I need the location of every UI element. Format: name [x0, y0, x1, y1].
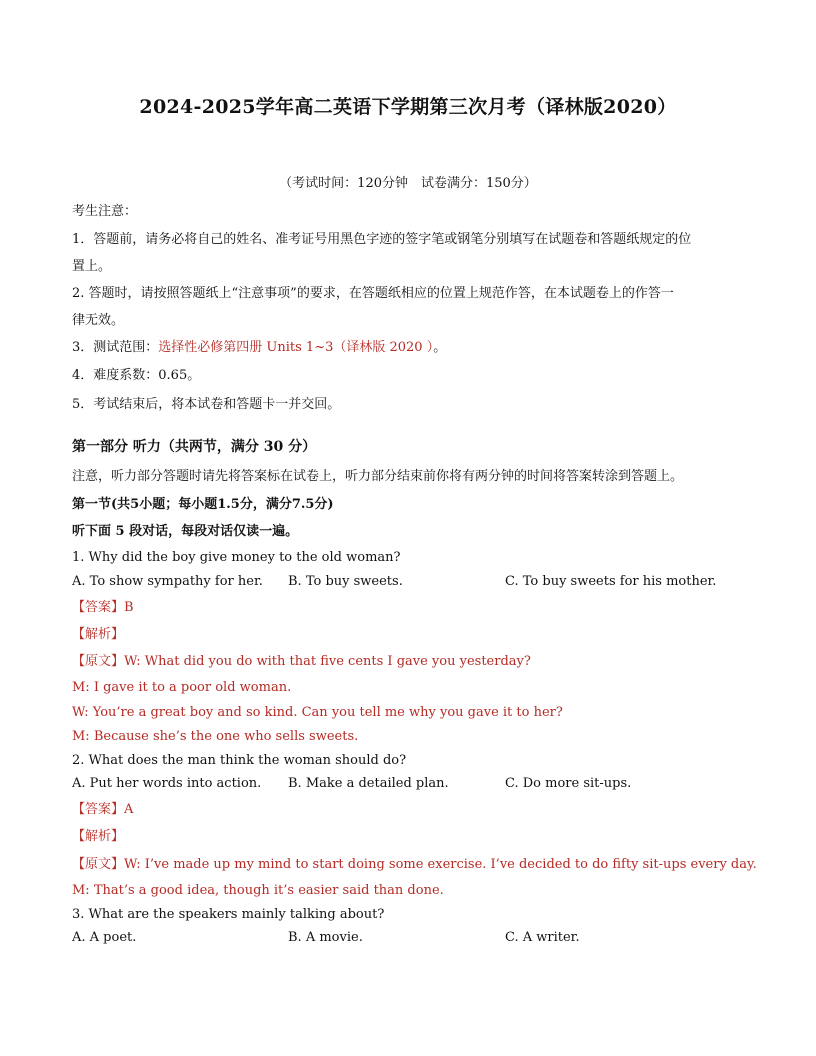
q1-option-c: C. To buy sweets for his mother. — [505, 574, 717, 589]
notice-item-2-cont: 律无效。 — [72, 313, 125, 328]
script-text: W: I’ve made up my mind to start doing some exercise. I’ve decided to do fifty sit-ups every day. — [124, 857, 757, 872]
notice-item-3-suffix: 。 — [433, 340, 447, 355]
q1-option-b: B. To buy sweets. — [288, 574, 403, 589]
q1-script-line-1 — [72, 653, 531, 671]
q2-answer — [72, 801, 133, 819]
script-text: W: What did you do with that five cents I gave you yesterday? — [124, 654, 531, 669]
q3-option-b: B. A movie. — [288, 930, 363, 945]
notice-item-4: 4．难度系数：0.65。 — [72, 368, 201, 383]
question-2: 2. What does the man think the woman should do? — [72, 753, 407, 768]
notice-item-1-cont: 置上。 — [72, 259, 112, 274]
q1-script-line-3: W: You’re a great boy and so kind. Can you tell me why you gave it to her? — [72, 705, 563, 720]
listening-instruction: 听下面 5 段对话，每段对话仅读一遍。 — [72, 524, 299, 539]
answer-value: A — [124, 802, 134, 817]
question-3: 3. What are the speakers mainly talking about? — [72, 907, 385, 922]
part1-heading: 第一部分 听力（共两节，满分 30 分） — [72, 439, 317, 455]
q2-option-b: B. Make a detailed plan. — [288, 776, 449, 791]
script-tag: 【原文】 — [72, 857, 125, 872]
q2-option-a: A. Put her words into action. — [72, 776, 262, 791]
notice-item-5: 5．考试结束后，将本试卷和答题卡一并交回。 — [72, 397, 341, 412]
answer-value: B — [124, 600, 134, 615]
notice-item-3 — [72, 339, 446, 357]
notice-item-2: 2. 答题时，请按照答题纸上“注意事项”的要求，在答题纸相应的位置上规范作答，在本试题卷上的作答一 — [72, 286, 674, 301]
q3-option-a: A. A poet. — [72, 930, 137, 945]
q2-option-c: C. Do more sit-ups. — [505, 776, 632, 791]
script-tag: 【原文】 — [72, 654, 125, 669]
q1-script-line-2: M: I gave it to a poor old woman. — [72, 680, 292, 695]
notice-item-1: 1．答题前，请务必将自己的姓名、准考证号用黑色字迹的签字笔或钢笔分别填写在试题卷和答题纸规定的位 — [72, 232, 692, 247]
answer-tag: 【答案】 — [72, 600, 125, 615]
q2-analysis-tag: 【解析】 — [72, 829, 125, 844]
notice-item-3-prefix: 3．测试范围： — [72, 340, 159, 355]
notice-heading: 考生注意： — [72, 204, 138, 219]
answer-tag: 【答案】 — [72, 802, 125, 817]
q1-script-line-4: M: Because she’s the one who sells sweets. — [72, 729, 359, 744]
q2-script-line-1 — [72, 856, 757, 874]
page-title: 2024-2025学年高二英语下学期第三次月考（译林版2020） — [139, 96, 677, 118]
exam-info: （考试时间：120分钟 试卷满分：150分） — [279, 176, 537, 191]
q2-script-line-2: M: That’s a good idea, though it’s easier said than done. — [72, 883, 444, 898]
q1-analysis-tag: 【解析】 — [72, 627, 125, 642]
section1-heading: 第一节(共5小题；每小题1.5分，满分7.5分) — [72, 497, 334, 512]
q1-option-a: A. To show sympathy for her. — [72, 574, 263, 589]
question-1: 1. Why did the boy give money to the old woman? — [72, 550, 401, 565]
test-scope: 选择性必修第四册 Units 1~3（译林版 2020 ） — [158, 340, 434, 355]
q1-answer — [72, 599, 134, 617]
part1-note: 注意，听力部分答题时请先将答案标在试卷上，听力部分结束前你将有两分钟的时间将答案转涂到答题上。 — [72, 469, 684, 484]
q3-option-c: C. A writer. — [505, 930, 580, 945]
